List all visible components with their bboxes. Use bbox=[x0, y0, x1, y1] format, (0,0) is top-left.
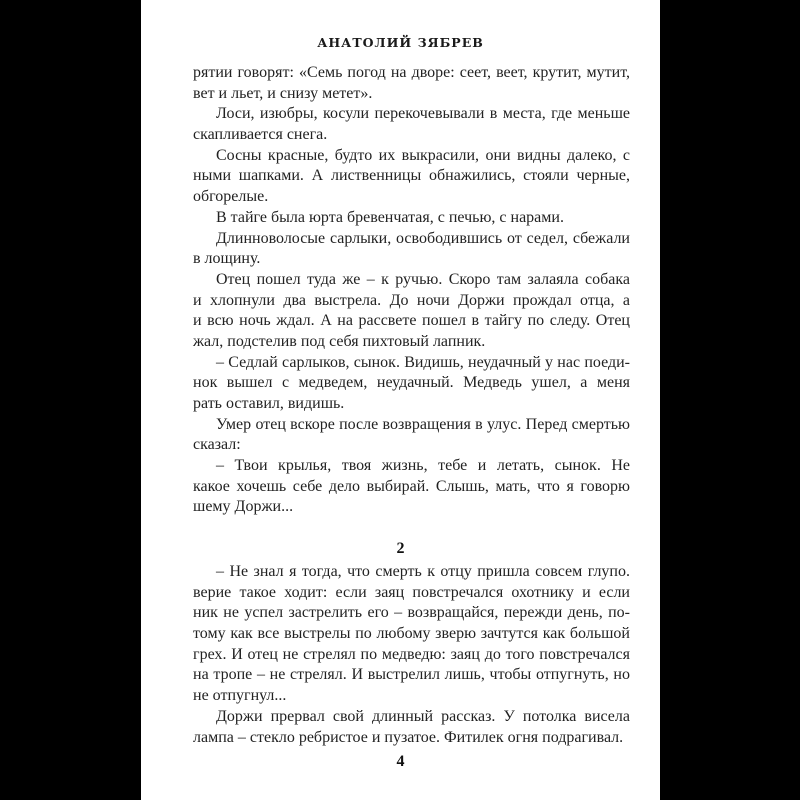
text-line: не отпугнул... bbox=[193, 687, 287, 705]
running-header: АНАТОЛИЙ ЗЯБРЕВ bbox=[317, 35, 484, 50]
text-line: ными шапками. А лиственницы обнажились, стояли черные, bbox=[193, 167, 630, 185]
text-line: – Твои крылья, твоя жизнь, тебе и летать, сынок. Не bbox=[216, 457, 630, 475]
paragraph bbox=[193, 562, 630, 707]
paragraph bbox=[193, 104, 630, 145]
section-2-text bbox=[193, 562, 630, 748]
paragraph bbox=[193, 415, 630, 456]
paragraph bbox=[193, 146, 630, 208]
text-line: Отец пошел туда же – к ручью. Скоро там залаяла собака bbox=[216, 270, 630, 288]
text-line: верие такое ходит: если заяц повстречался охотнику и если bbox=[193, 583, 630, 601]
text-line: лампа – стекло ребристое и пузатое. Фитилек огня подрагивал. bbox=[193, 728, 624, 746]
text-line: тому как все выстрелы по любому зверю зачтутся как большой bbox=[193, 625, 630, 643]
text-line: – Не знал я тогда, что смерть к отцу пришла совсем глупо. bbox=[216, 563, 630, 580]
text-line: сказал: bbox=[193, 436, 241, 454]
page-number: 4 bbox=[396, 753, 405, 770]
paragraph bbox=[193, 707, 630, 748]
text-line: грех. И отец не стрелял по медведю: заяц до того повстречался bbox=[193, 645, 630, 663]
text-line: – Седлай сарлыков, сынок. Видишь, неудачный у нас поеди- bbox=[216, 353, 630, 371]
paragraph bbox=[193, 456, 630, 518]
text-line: рать оставил, видишь. bbox=[193, 395, 345, 412]
text-line: нок вышел с медведем, неудачный. Медведь ушел, а меня bbox=[193, 374, 630, 392]
paragraph bbox=[193, 63, 630, 104]
text-line: Лоси, изюбры, косули перекочевывали в места, где меньше bbox=[216, 105, 630, 123]
text-line: В тайге была юрта бревенчатая, с печью, с нарами. bbox=[216, 208, 564, 226]
text-line: на тропе – не стрелял. И выстрелил лишь, чтобы отпугнуть, но bbox=[193, 666, 630, 684]
text-line: вет и льет, и снизу метет». bbox=[193, 84, 373, 102]
section-1-text bbox=[193, 63, 630, 518]
text-line: жал, подстелив под себя пихтовый лапник. bbox=[193, 332, 486, 350]
paragraph bbox=[193, 208, 630, 229]
text-line: обгорелые. bbox=[193, 188, 269, 206]
text-line: Доржи прервал свой длинный рассказ. У потолка висела bbox=[216, 707, 630, 725]
paragraph bbox=[193, 353, 630, 415]
text-line: какое хочешь себе дело выбирай. Слышь, мать, что я говорю bbox=[193, 477, 630, 495]
text-line: скапливается снега. bbox=[193, 126, 328, 144]
text-line: Умер отец вскоре после возвращения в улус. Перед смертью bbox=[216, 415, 630, 433]
paragraph bbox=[193, 229, 630, 270]
text-line: Сосны красные, будто их выкрасили, они видны далеко, с bbox=[216, 146, 630, 164]
text-line: ник не успел застрелить его – возвращайся, пережди день, по- bbox=[193, 604, 630, 622]
text-line: и всю ночь ждал. А на рассвете пошел в тайгу по следу. Отец bbox=[193, 312, 630, 330]
text-line: рятии говорят: «Семь погод на дворе: сеет, веет, крутит, мутит, bbox=[193, 64, 630, 81]
section-number: 2 bbox=[396, 540, 405, 557]
text-line: шему Доржи... bbox=[193, 498, 294, 516]
text-line: в лощину. bbox=[193, 250, 261, 268]
paragraph bbox=[193, 270, 630, 353]
text-line: Длинноволосые сарлыки, освободившись от седел, сбежали bbox=[216, 229, 630, 247]
text-line: и хлопнули два выстрела. До ночи Доржи прождал отца, а bbox=[193, 291, 630, 309]
